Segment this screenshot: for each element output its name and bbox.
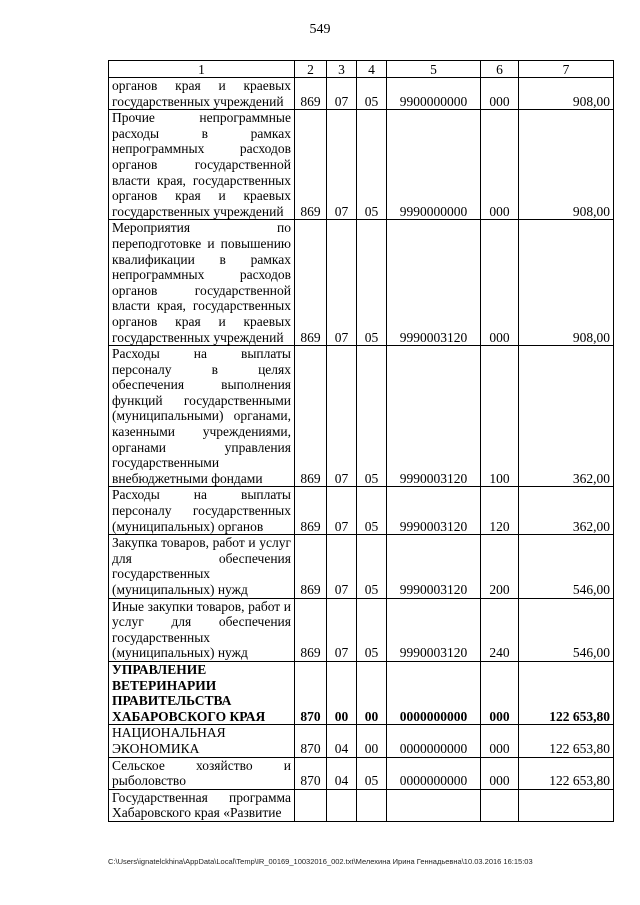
row-expense-type-code: 000 <box>481 757 519 789</box>
table-row <box>109 757 614 789</box>
table-row <box>109 346 614 487</box>
table-row <box>109 110 614 220</box>
row-section-code: 07 <box>327 220 357 346</box>
table-row <box>109 725 614 757</box>
row-name: НАЦИОНАЛЬНАЯ ЭКОНОМИКА <box>109 725 295 757</box>
row-ministry-code: 869 <box>295 220 327 346</box>
row-amount: 362,00 <box>519 346 614 487</box>
row-target-code: 0000000000 <box>387 661 481 724</box>
row-section-code: 04 <box>327 757 357 789</box>
header-col-4: 4 <box>357 61 387 78</box>
row-name: Иные закупки товаров, работ и услуг для обеспечения государственных (муниципальных) нужд <box>109 598 295 661</box>
row-section-code: 07 <box>327 598 357 661</box>
row-subsection-code: 05 <box>357 535 387 598</box>
row-name: УПРАВЛЕНИЕ ВЕТЕРИНАРИИ ПРАВИТЕЛЬСТВА ХАБАРОВСКОГО КРАЯ <box>109 661 295 724</box>
row-amount: 908,00 <box>519 78 614 110</box>
row-target-code: 9990003120 <box>387 346 481 487</box>
row-amount: 122 653,80 <box>519 661 614 724</box>
row-subsection-code: 00 <box>357 725 387 757</box>
header-col-1: 1 <box>109 61 295 78</box>
row-subsection-code <box>357 789 387 821</box>
row-expense-type-code: 000 <box>481 78 519 110</box>
row-section-code <box>327 789 357 821</box>
budget-table <box>108 60 614 822</box>
row-section-code: 00 <box>327 661 357 724</box>
header-col-2: 2 <box>295 61 327 78</box>
row-amount: 908,00 <box>519 110 614 220</box>
header-col-7: 7 <box>519 61 614 78</box>
row-amount: 546,00 <box>519 535 614 598</box>
row-expense-type-code: 200 <box>481 535 519 598</box>
row-amount: 362,00 <box>519 487 614 535</box>
table-row <box>109 487 614 535</box>
row-section-code: 07 <box>327 346 357 487</box>
row-target-code <box>387 789 481 821</box>
row-amount <box>519 789 614 821</box>
row-name: Сельское хозяйство и рыболовство <box>109 757 295 789</box>
row-ministry-code: 870 <box>295 725 327 757</box>
row-amount: 546,00 <box>519 598 614 661</box>
table-row <box>109 535 614 598</box>
row-ministry-code: 869 <box>295 78 327 110</box>
row-subsection-code: 05 <box>357 78 387 110</box>
row-expense-type-code: 000 <box>481 220 519 346</box>
row-expense-type-code: 100 <box>481 346 519 487</box>
row-name: органов края и краевых государственных учреждений <box>109 78 295 110</box>
header-col-3: 3 <box>327 61 357 78</box>
table-row <box>109 789 614 821</box>
row-section-code: 07 <box>327 487 357 535</box>
row-ministry-code: 869 <box>295 535 327 598</box>
row-ministry-code: 869 <box>295 346 327 487</box>
table-row <box>109 661 614 724</box>
row-name: Расходы на выплаты персоналу в целях обеспечения выполнения функций государственными (муниципальными) органами, казенными учреждениями, органами управления государственными внебюджетными фондами <box>109 346 295 487</box>
row-section-code: 07 <box>327 78 357 110</box>
row-target-code: 9990003120 <box>387 220 481 346</box>
row-expense-type-code: 120 <box>481 487 519 535</box>
row-name: Прочие непрограммные расходы в рамках непрограммных расходов органов государственной власти края, государственных органов края и краевых государственных учреждений <box>109 110 295 220</box>
row-target-code: 9900000000 <box>387 78 481 110</box>
row-ministry-code: 869 <box>295 110 327 220</box>
row-section-code: 07 <box>327 110 357 220</box>
row-expense-type-code: 000 <box>481 110 519 220</box>
row-amount: 122 653,80 <box>519 757 614 789</box>
row-subsection-code: 00 <box>357 661 387 724</box>
row-ministry-code <box>295 789 327 821</box>
table-body <box>109 78 614 822</box>
table-row <box>109 78 614 110</box>
row-section-code: 07 <box>327 535 357 598</box>
row-subsection-code: 05 <box>357 110 387 220</box>
row-name: Расходы на выплаты персоналу государственных (муниципальных) органов <box>109 487 295 535</box>
row-target-code: 9990003120 <box>387 598 481 661</box>
row-expense-type-code: 240 <box>481 598 519 661</box>
row-ministry-code: 869 <box>295 598 327 661</box>
row-subsection-code: 05 <box>357 598 387 661</box>
row-target-code: 0000000000 <box>387 757 481 789</box>
header-col-6: 6 <box>481 61 519 78</box>
row-target-code: 9990000000 <box>387 110 481 220</box>
row-amount: 908,00 <box>519 220 614 346</box>
row-target-code: 9990003120 <box>387 487 481 535</box>
row-ministry-code: 870 <box>295 757 327 789</box>
row-amount: 122 653,80 <box>519 725 614 757</box>
row-ministry-code: 869 <box>295 487 327 535</box>
row-expense-type-code: 000 <box>481 661 519 724</box>
row-name: Закупка товаров, работ и услуг для обеспечения государственных (муниципальных) нужд <box>109 535 295 598</box>
row-target-code: 9990003120 <box>387 535 481 598</box>
row-subsection-code: 05 <box>357 487 387 535</box>
table-row <box>109 220 614 346</box>
row-name: Мероприятия по переподготовке и повышению квалификации в рамках непрограммных расходов органов государственной власти края, государственных органов края и краевых государственных учреждений <box>109 220 295 346</box>
row-name: Государственная программа Хабаровского края «Развитие <box>109 789 295 821</box>
table-row <box>109 598 614 661</box>
row-expense-type-code <box>481 789 519 821</box>
header-col-5: 5 <box>387 61 481 78</box>
row-target-code: 0000000000 <box>387 725 481 757</box>
document-footer-path: C:\Users\ignatelckhina\AppData\Local\Temp\IR_00169_10032016_002.txt\Мелехина Ирина Геннадьевна\10.03.2016 16:15:03 <box>108 857 533 866</box>
table-header-row <box>109 61 614 78</box>
row-subsection-code: 05 <box>357 757 387 789</box>
row-subsection-code: 05 <box>357 346 387 487</box>
row-expense-type-code: 000 <box>481 725 519 757</box>
row-ministry-code: 870 <box>295 661 327 724</box>
row-section-code: 04 <box>327 725 357 757</box>
row-subsection-code: 05 <box>357 220 387 346</box>
page-number: 549 <box>309 22 331 37</box>
